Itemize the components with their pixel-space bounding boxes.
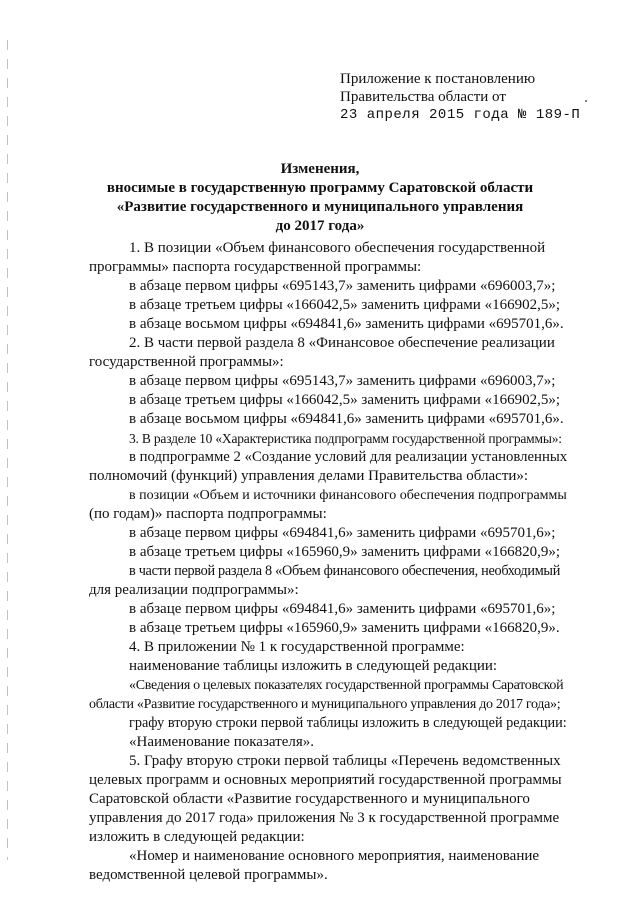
paragraph-3: в абзаце третьем цифры «166042,5» заменить цифрами «166902,5»; (129, 297, 560, 313)
paragraph-5-line-1 (129, 334, 566, 353)
title-line-2: вносимые в государственную программу Саратовской области (106, 180, 534, 196)
paragraph-8: в абзаце восьмом цифры «694841,6» заменить цифрами «695701,6». (129, 411, 564, 427)
paragraph-22-line-2: целевых программ и основных мероприятий государственной программы (89, 772, 562, 788)
paragraph-5-text: 2. В части первой раздела 8 «Финансовое обеспечение реализации (129, 335, 555, 351)
paragraph-22-line-3: Саратовской области «Развитие государственного и муниципального (89, 791, 530, 807)
paragraph-22-line-4: управления до 2017 года» приложения № 3 к государственной программе (89, 810, 560, 826)
paragraph-21: «Наименование показателя». (129, 734, 314, 750)
title-line-1: Изменения, (280, 161, 360, 177)
paragraph-17: 4. В приложении № 1 к государственной программе: (129, 639, 465, 655)
paragraph-1-text: 1. В позиции «Объем финансового обеспечения государственной (129, 240, 546, 256)
paragraph-16: в абзаце третьем цифры «165960,9» заменить цифрами «166820,9». (129, 620, 560, 636)
paragraph-22-line-5: изложить в следующей редакции: (89, 829, 305, 845)
paragraph-19: «Сведения о целевых показателях государственной программы Саратовской (129, 678, 564, 693)
paragraph-23: «Номер и наименование основного мероприятия, наименование (129, 848, 540, 864)
paragraph-7: в абзаце третьем цифры «166042,5» заменить цифрами «166902,5»; (129, 392, 560, 408)
appendix-note (340, 70, 630, 124)
paragraph-9: 3. В разделе 10 «Характеристика подпрограмм государственной программы»: (129, 431, 562, 446)
paragraph-14-continuation: для реализации подпрограммы»: (89, 582, 299, 598)
paragraph-5 (89, 334, 566, 353)
appendix-date-number: 23 апреля 2015 года № 189-П (340, 107, 581, 123)
paragraph-12: в абзаце первом цифры «694841,6» заменить цифрами «695701,6»; (129, 525, 556, 541)
title-line-4: до 2017 года» (275, 218, 365, 234)
paragraph-6: в абзаце первом цифры «695143,7» заменить цифрами «696003,7»; (129, 373, 556, 389)
paragraph-20: графу вторую строки первой таблицы изложить в следующей редакции: (129, 715, 567, 731)
paragraph-11-continuation: (по годам)» паспорта подпрограммы: (89, 506, 327, 522)
paragraph-1-line-1 (129, 239, 566, 258)
paragraph-23-continuation: ведомственной целевой программы». (89, 867, 328, 883)
paragraph-10: в подпрограмме 2 «Создание условий для реализации установленных (129, 449, 568, 465)
scan-edge-mark (7, 40, 8, 860)
appendix-line-2: Правительства области от (340, 89, 506, 105)
paragraph-15: в абзаце первом цифры «694841,6» заменить цифрами «695701,6»; (129, 601, 556, 617)
paragraph-1-continuation: программы» паспорта государственной программы: (89, 259, 422, 275)
paragraph-10-continuation: полномочий (функций) управления делами Правительства области»: (89, 468, 529, 484)
document-title (60, 160, 580, 236)
paragraph-5-continuation: государственной программы»: (89, 354, 284, 370)
paragraph-11: в позиции «Объем и источники финансового обеспечения подпрограммы (129, 488, 567, 503)
title-line-3: «Развитие государственного и муниципального управления (116, 199, 524, 215)
paragraph-2: в абзаце первом цифры «695143,7» заменить цифрами «696003,7»; (129, 278, 556, 294)
paragraph-1 (89, 239, 566, 258)
paragraph-14: в части первой раздела 8 «Объем финансового обеспечения, необходимый (129, 563, 561, 579)
paragraph-22: 5. Графу вторую строки первой таблицы «Перечень ведомственных (129, 753, 561, 769)
appendix-line-1: Приложение к постановлению (340, 71, 536, 87)
paragraph-13: в абзаце третьем цифры «165960,9» заменить цифрами «166820,9»; (129, 544, 560, 560)
paragraph-19-continuation: области «Развитие государственного и муниципального управления до 2017 года»; (89, 697, 561, 712)
paragraph-18: наименование таблицы изложить в следующей редакции: (129, 658, 498, 674)
paragraph-4: в абзаце восьмом цифры «694841,6» заменить цифрами «695701,6». (129, 316, 564, 332)
document-body (89, 239, 566, 885)
